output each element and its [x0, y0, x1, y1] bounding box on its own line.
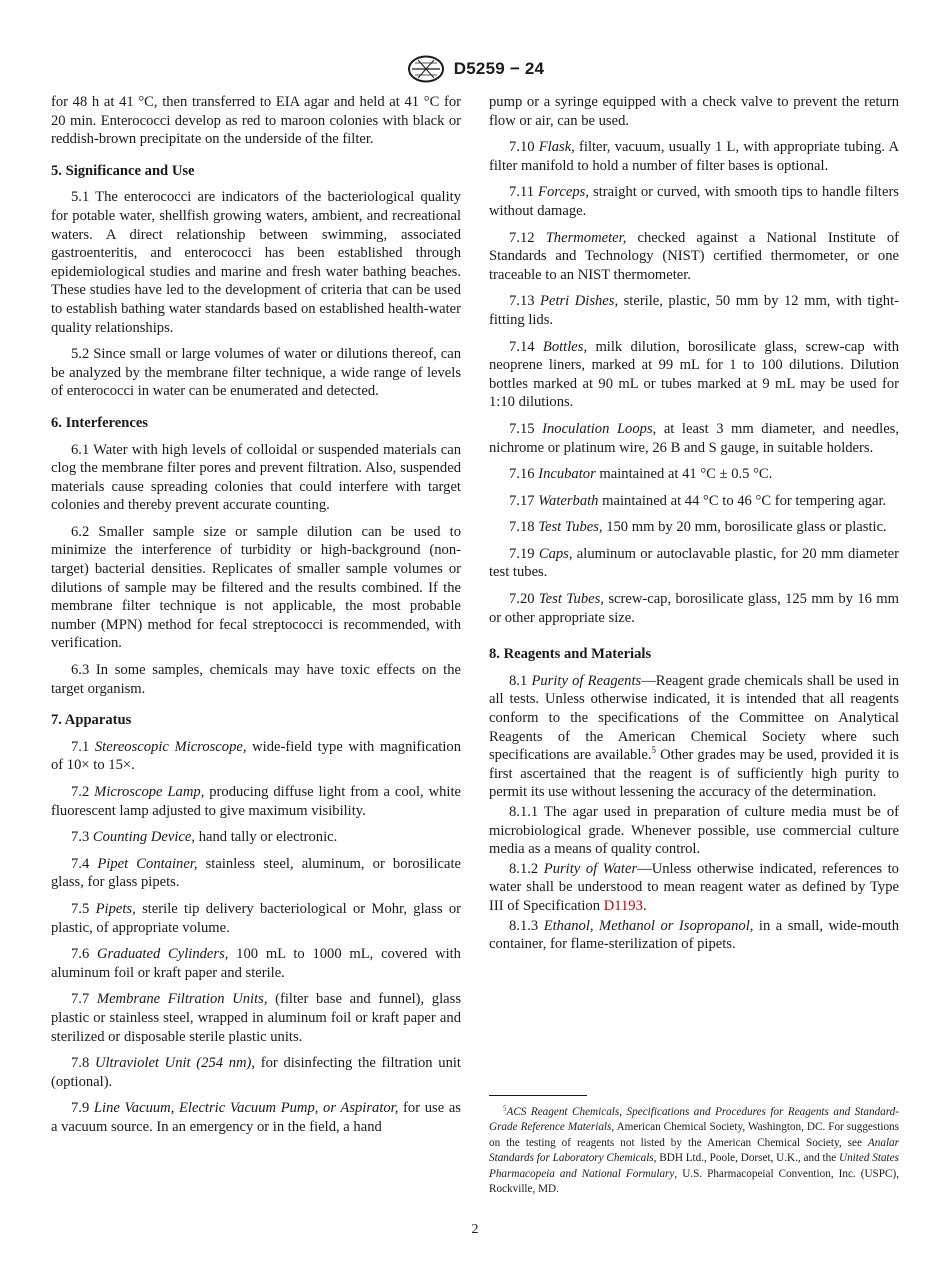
item-text-end: . [642, 897, 647, 914]
item-7-2 [51, 783, 461, 820]
item-number: 7.8 [71, 1055, 90, 1072]
item-7-6 [51, 945, 461, 982]
item-7-10 [489, 138, 899, 175]
item-7-8 [51, 1054, 461, 1091]
item-text: sterile, plastic, 50 mm by 12 mm, with tight-fitting lids. [489, 293, 899, 328]
item-text: 100 mL to 1000 mL, covered with aluminum foil or kraft paper and sterile. [51, 946, 461, 981]
item-text: producing diffuse light from a cool, white fluorescent lamp adjusted to give maximum visibility. [51, 784, 461, 819]
item-number: 7.15 [509, 420, 535, 437]
item-term: Inoculation Loops, [542, 420, 657, 437]
item-text: for disinfecting the filtration unit (optional). [51, 1055, 461, 1090]
item-text: wide-field type with magnification of 10× to 15×. [51, 738, 462, 774]
item-text: at least 3 mm diameter, and needles, nichrome or platinum wire, 26 B and S gauge, in suitable holders. [489, 420, 899, 456]
item-text-continued: Other grades may be used, provided it is first ascertained that the reagent is of sufficiently high purity to permit its use without lessening the accuracy of the determination. [489, 747, 899, 801]
item-number: 8.1.3 [509, 917, 539, 934]
item-text: milk dilution, borosilicate glass, screw-cap with neoprene liners, marked at 99 mL for 1 to 100 dilutions. Dilution bottles marked at 90 mL or tubes marked at 9 mL may be used for 1:10 dilutions. [489, 338, 899, 411]
item-number: 7.2 [71, 784, 90, 800]
paragraph-6-2: 6.2 Smaller sample size or sample dilution can be used to minimize the interference of turbidity or high-background (non-target) bacterial densities. Replicates of smaller sample volumes or dilutions of sample may be filtered and the results combined. If the membrane filter technique is not applicable, the most probable number (MPN) method for fecal streptococci is recommended, with verification. [51, 523, 461, 652]
item-term: Line Vacuum, Electric Vacuum Pump, or Aspirator, [93, 1100, 399, 1117]
item-text: filter, vacuum, usually 1 L, with appropriate tubing. A filter manifold to hold a number of filter bases is optional. [489, 139, 899, 174]
item-text: aluminum or autoclavable plastic, for 20 mm diameter test tubes. [489, 545, 899, 581]
item-text: sterile tip delivery bacteriological or Mohr, glass or plastic, of appropriate volume. [51, 900, 461, 936]
footnote-text-1: , American Chemical Society, Washington, DC. For suggestions on the testing of reagents not listed by the American Chemical Society, see [489, 1121, 899, 1149]
item-7-4 [51, 855, 461, 892]
footnote-5 [489, 1105, 899, 1197]
footnote-ref[interactable]: 5 [651, 745, 657, 756]
paragraph-8-1-3 [489, 917, 899, 954]
paragraph-6-1: 6.1 Water with high levels of colloidal or suspended materials can clog the membrane filter pores and prevent filtration. Also, suspended materials cause spreading colonies that could interfere with target colonies and thereby prevent accurate counting. [51, 441, 461, 514]
item-text: in a small, wide-mouth container, for flame-sterilization of pipets. [489, 917, 900, 953]
item-term: Ethanol, Methanol or Isopropanol, [543, 917, 754, 934]
item-number: 7.1 [71, 738, 90, 755]
paragraph-5-2: 5.2 Since small or large volumes of water or dilutions thereof, can be analyzed by the membrane filter technique, a wide range of levels of enterococci in water can be enumerated and detected. [51, 346, 461, 400]
item-term: Membrane Filtration Units, [96, 991, 268, 1008]
item-7-13 [489, 292, 899, 329]
footnote-title-1: ACS Reagent Chemicals, Specifications and Procedures for Reagents and Standard-Grade Reference Materials [489, 1106, 899, 1134]
item-number: 8.1.2 [509, 860, 539, 877]
item-7-17 [489, 492, 899, 511]
page-header [0, 54, 950, 84]
item-number: 7.19 [509, 545, 535, 562]
paragraph-8-1-1: 8.1.1 The agar used in preparation of culture media must be of microbiological grade. Whenever possible, use commercial culture media as a means of quality control. [489, 804, 899, 858]
item-text: straight or curved, with smooth tips to handle filters without damage. [489, 184, 899, 219]
item-text: maintained at 44 °C to 46 °C for tempering agar. [598, 492, 887, 509]
item-term: Thermometer, [545, 229, 627, 246]
item-text: hand tally or electronic. [195, 829, 338, 846]
item-number: 7.20 [509, 591, 535, 608]
section-7-heading: 7. Apparatus [51, 712, 132, 729]
item-text: screw-cap, borosilicate glass, 125 mm by 16 mm or other appropriate size. [489, 591, 899, 626]
item-text: —Unless otherwise indicated, references to water shall be understood to mean reagent water as defined by Type III of Specification [489, 860, 899, 914]
item-7-20 [489, 590, 899, 627]
item-text: (filter base and funnel), glass plastic or stainless steel, wrapped in aluminum foil or kraft paper and sterilized or disposable sterile plastic units. [51, 991, 461, 1045]
item-7-11 [489, 183, 899, 220]
item-number: 7.4 [71, 855, 90, 872]
item-number: 7.13 [509, 293, 535, 310]
item-7-18 [489, 518, 899, 537]
item-number: 7.18 [509, 519, 535, 536]
item-number: 7.17 [509, 492, 535, 509]
item-term: Test Tubes, [538, 519, 603, 536]
footnote-divider [489, 1095, 587, 1096]
paragraph-8-1 [489, 672, 899, 802]
item-term: Forceps, [538, 184, 589, 201]
item-number: 7.16 [509, 466, 535, 483]
item-number: 7.10 [509, 139, 535, 156]
item-text: checked against a National Institute of Standards and Technology (NIST) certified thermometer, or one traceable to an NIST thermometer. [489, 229, 899, 283]
item-term: Flask, [538, 139, 575, 156]
item-7-5 [51, 900, 461, 937]
footnote-title-3: United States Pharmacopeia and National Formulary [489, 1152, 899, 1180]
item-term: Microscope Lamp, [94, 784, 205, 800]
document-designation: D5259 − 24 [453, 59, 545, 78]
item-7-14 [489, 338, 899, 412]
item-number: 7.6 [71, 946, 90, 963]
item-7-9 [51, 1099, 461, 1136]
astm-logo-icon [406, 55, 446, 83]
section-5-heading: 5. Significance and Use [51, 162, 195, 179]
paragraph-6-3: 6.3 In some samples, chemicals may have toxic effects on the target organism. [51, 662, 461, 697]
item-term: Caps, [538, 545, 573, 562]
item-term: Purity of Reagents [531, 672, 642, 689]
paragraph-8-1-2 [489, 860, 899, 916]
item-7-3 [51, 828, 461, 847]
item-term: Counting Device, [92, 829, 196, 846]
item-number: 7.14 [509, 338, 535, 355]
item-text: for use as a vacuum source. In an emergency or in the field, a hand [51, 1100, 461, 1135]
item-term: Stereoscopic Microscope, [94, 738, 247, 755]
item-number: 8.1 [509, 672, 528, 689]
item-number: 7.11 [509, 184, 534, 201]
item-term: Graduated Cylinders, [97, 946, 229, 963]
item-term: Purity of Water [543, 860, 638, 877]
continued-paragraph: pump or a syringe equipped with a check valve to prevent the return flow or air, can be used. [489, 94, 899, 129]
item-term: Waterbath [538, 492, 599, 509]
item-7-19 [489, 545, 899, 582]
item-7-16 [489, 465, 899, 484]
item-term: Pipet Container, [97, 855, 198, 872]
footnote-text-3: , U.S. Pharmacopeial Convention, Inc. (USPC), Rockville, MD. [489, 1167, 899, 1196]
item-7-15 [489, 420, 899, 457]
paragraph-5-1: 5.1 The enterococci are indicators of the bacteriological quality for potable water, shellfish growing waters, ambient, and recreational waters. A direct relationship between swimming, associated gastroenteritis, and enterococci has been established through epidemiological studies and marine and fresh water bathing beaches. These studies have led to the development of criteria that can be used to establish bathing water standards based on established health-water quality relationships. [51, 189, 461, 336]
item-7-12 [489, 229, 899, 285]
specification-link[interactable]: D1193 [603, 897, 643, 914]
left-column [51, 93, 461, 1145]
item-number: 7.5 [71, 900, 90, 917]
item-text: 150 mm by 20 mm, borosilicate glass or plastic. [602, 519, 887, 536]
item-term: Ultraviolet Unit (254 nm), [94, 1055, 256, 1072]
item-term: Incubator [538, 466, 596, 483]
item-7-1 [51, 738, 461, 775]
footnote-title-2: Analar Standards for Laboratory Chemicals [489, 1136, 899, 1165]
item-text: stainless steel, aluminum, or borosilicate glass, for glass pipets. [51, 855, 462, 891]
item-number: 7.7 [71, 991, 90, 1008]
page-number: 2 [471, 1222, 479, 1237]
item-7-7 [51, 990, 461, 1046]
item-term: Pipets, [95, 900, 136, 917]
item-term: Petri Dishes, [540, 293, 619, 310]
item-number: 7.3 [71, 829, 90, 846]
right-column [489, 93, 899, 962]
section-8-heading: 8. Reagents and Materials [489, 646, 652, 663]
footnote-text-2: , BDH Ltd., Poole, Dorset, U.K., and the [653, 1152, 839, 1165]
item-term: Bottles, [542, 338, 588, 355]
item-text: —Reagent grade chemicals shall be used in all tests. Unless otherwise indicated, it is intended that all reagents conform to the specifications of the Committee on Analytical Reagents of the American Chemical Society where such specifications are available. [489, 672, 899, 764]
item-text: maintained at 41 °C ± 0.5 °C. [595, 466, 773, 483]
footnote-marker: 5 [503, 1104, 507, 1113]
continued-paragraph: for 48 h at 41 °C, then transferred to EIA agar and held at 41 °C for 20 min. Enterococci develop as red to maroon colonies with black or reddish-brown precipitate on the underside of the filter. [51, 94, 461, 148]
item-number: 7.9 [71, 1100, 90, 1117]
item-number: 7.12 [509, 229, 535, 246]
item-term: Test Tubes, [538, 591, 604, 608]
section-6-heading: 6. Interferences [51, 414, 148, 431]
